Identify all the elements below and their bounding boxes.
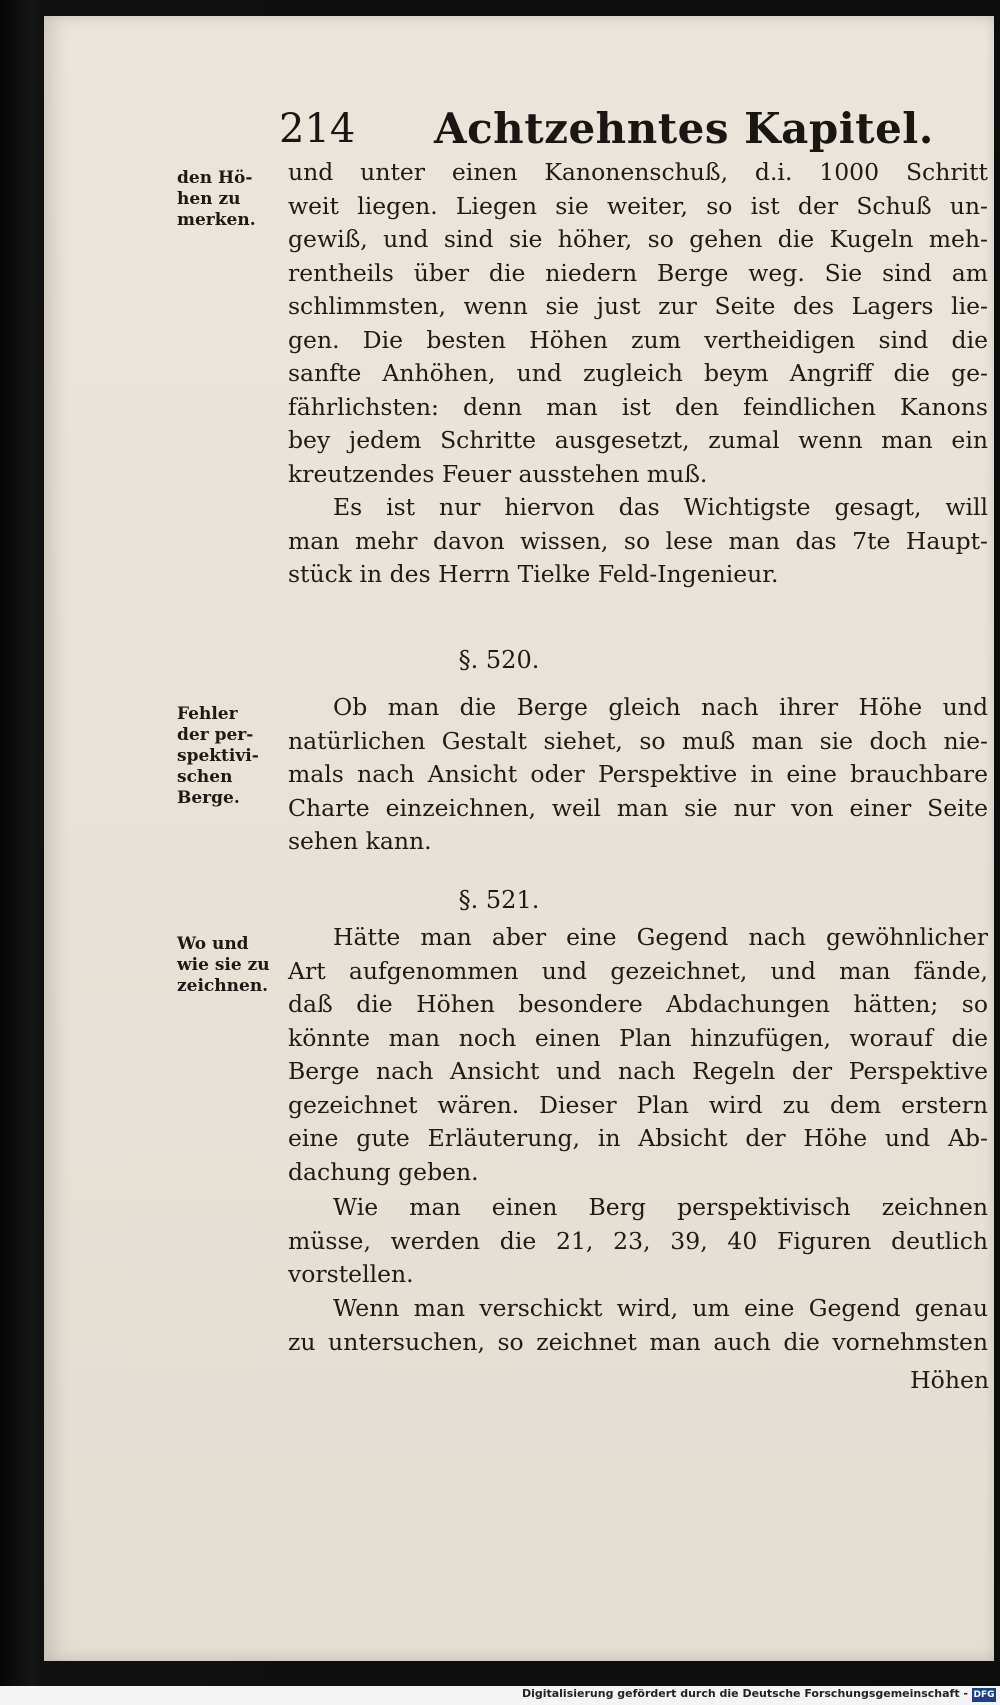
sidenote-heights [177, 168, 272, 231]
sidenote-line: wie sie zu [177, 955, 270, 975]
dfg-logo: DFG [973, 1690, 995, 1700]
text-line: vorstellen. [288, 1260, 414, 1288]
paragraph-520 [288, 691, 988, 859]
text-line: gezeichnet wären. Dieser Plan wird zu dem erstern [288, 1090, 988, 1119]
sidenote-line: Wo und [177, 934, 249, 954]
text-line: Berge nach Ansicht und nach Regeln der Perspektive [288, 1057, 988, 1085]
page-header [44, 86, 994, 153]
text-line: mals nach Ansicht oder Perspektive in eine brauchbare [288, 760, 988, 788]
sidenote-line: der per- [177, 725, 254, 745]
text-line: man mehr davon wissen, so lese man das 7te Haupt- [288, 526, 988, 555]
sidenote-line: spektivi- [177, 746, 259, 766]
text-line: Hätte man aber eine Gegend nach gewöhnlicher [333, 923, 988, 951]
text-line: stück in des Herrn Tielke Feld-Ingenieur. [288, 560, 779, 588]
funding-credit: Digitalisierung gefördert durch die Deutsche Forschungsgemeinschaft - [521, 1687, 968, 1700]
text-line: und unter einen Kanonenschuß, d.i. 1000 Schritt [288, 158, 988, 186]
catchword: Höhen [910, 1366, 989, 1394]
paragraph-1 [288, 156, 988, 491]
text-line: müsse, werden die 21, 23, 39, 40 Figuren deutlich [288, 1226, 988, 1255]
text-line: daß die Höhen besondere Abdachungen hätten; so [288, 990, 988, 1018]
text-line: Wie man einen Berg perspektivisch zeichnen [333, 1193, 988, 1221]
sidenote-line: Berge. [177, 788, 240, 808]
text-line: dachung geben. [288, 1157, 479, 1186]
sidenote-line: merken. [177, 210, 256, 230]
text-line: rentheils über die niedern Berge weg. Sie sind am [288, 258, 988, 287]
paragraph-2 [288, 491, 988, 592]
sidenote-line: hen zu [177, 189, 241, 209]
paragraph-figures [288, 1191, 988, 1292]
text-line: schlimmsten, wenn sie just zur Seite des Lagers lie- [288, 292, 988, 320]
text-line: kreutzendes Feuer ausstehen muß. [288, 459, 708, 488]
text-line: bey jedem Schritte ausgesetzt, zumal wenn man ein [288, 426, 988, 454]
digitization-footer [0, 1686, 1000, 1705]
paragraph-survey [288, 1292, 988, 1359]
section-heading-520: §. 520. [458, 646, 540, 674]
text-line: Art aufgenommen und gezeichnet, und man fände, [288, 956, 988, 985]
text-line: gen. Die besten Höhen zum vertheidigen sind die [288, 325, 988, 354]
sidenote-line: zeichnen. [177, 976, 269, 996]
section-heading-521: §. 521. [458, 886, 540, 914]
sidenote-line: Fehler [177, 704, 238, 724]
text-line: Charte einzeichnen, weil man sie nur von einer Seite [288, 793, 988, 822]
sidenote-where-how [177, 934, 272, 997]
sidenote-line: schen [177, 767, 233, 787]
text-line: Es ist nur hiervon das Wichtigste gesagt, will [333, 493, 988, 521]
text-line: sanfte Anhöhen, und zugleich beym Angriff die ge- [288, 359, 988, 387]
text-line: weit liegen. Liegen sie weiter, so ist der Schuß un- [288, 191, 988, 220]
running-head: Achtzehntes Kapitel. [434, 104, 934, 153]
text-line: sehen kann. [288, 827, 432, 855]
text-line: eine gute Erläuterung, in Absicht der Höhe und Ab- [288, 1124, 988, 1152]
book-page [44, 16, 994, 1661]
sidenote-line: den Hö- [177, 168, 253, 188]
text-line: gewiß, und sind sie höher, so gehen die Kugeln meh- [288, 225, 988, 253]
paragraph-521 [288, 921, 988, 1189]
text-line: Ob man die Berge gleich nach ihrer Höhe und [333, 693, 988, 721]
page-number: 214 [279, 106, 356, 152]
sidenote-perspective-errors [177, 704, 272, 809]
text-line: fährlichsten: denn man ist den feindlichen Kanons [288, 392, 988, 421]
text-line: könnte man noch einen Plan hinzufügen, worauf die [288, 1023, 988, 1052]
text-line: natürlichen Gestalt siehet, so muß man sie doch nie- [288, 726, 988, 755]
text-line: Wenn man verschickt wird, um eine Gegend genau [333, 1294, 988, 1322]
text-line: zu untersuchen, so zeichnet man auch die vornehmsten [288, 1327, 988, 1356]
